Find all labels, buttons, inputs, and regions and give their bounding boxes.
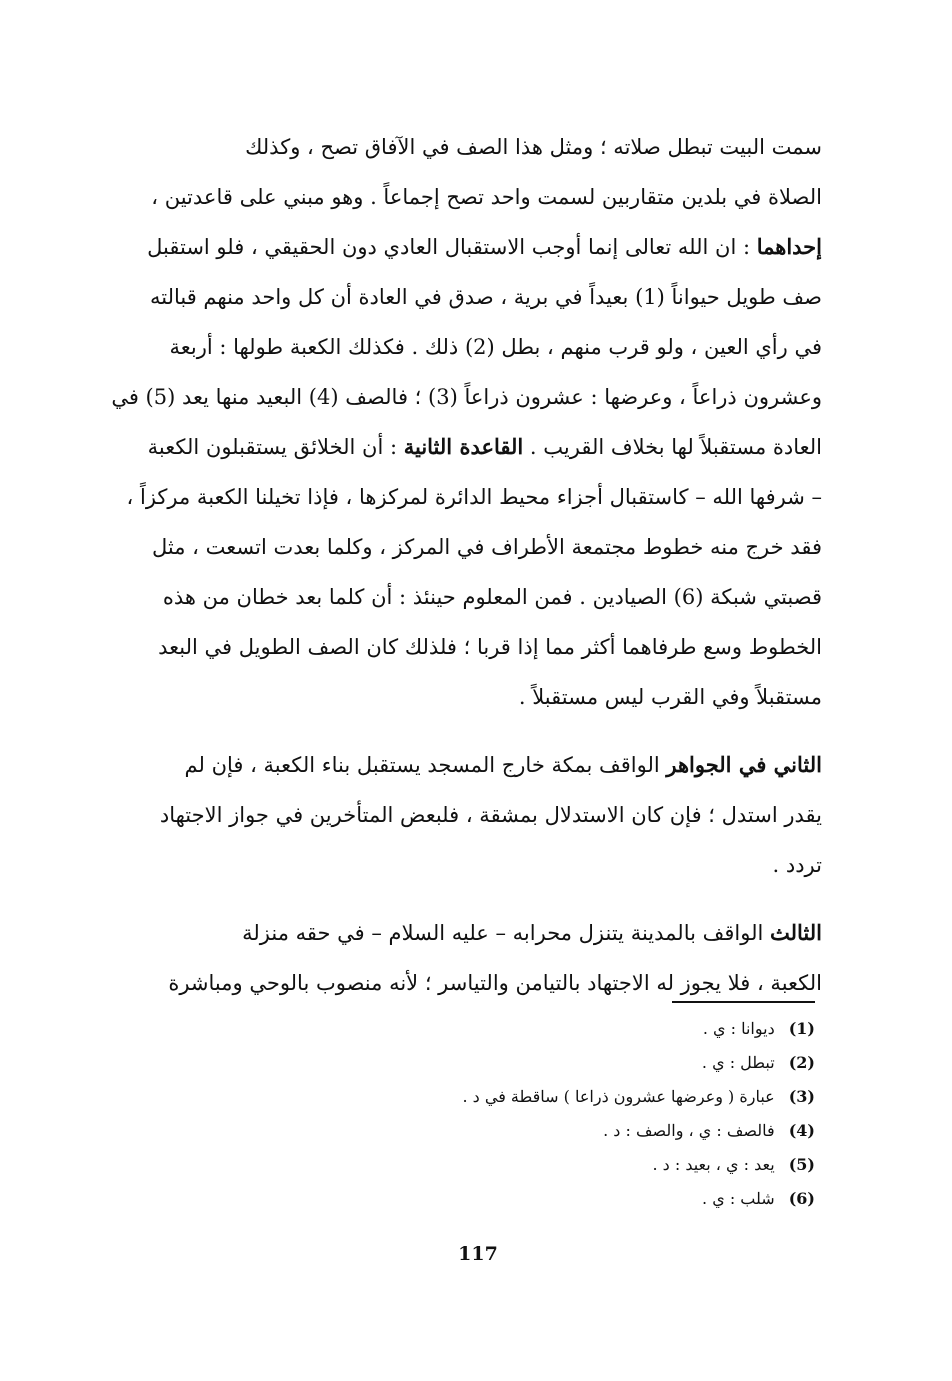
text-line: قصبتي شبكة (6) الصيادين . فمن المعلوم حينئذ : أن كلما بعد خطان من هذه <box>162 585 822 609</box>
footnote <box>360 1148 815 1182</box>
section-heading: الثالث <box>770 920 822 945</box>
footnote <box>360 1080 815 1114</box>
text-line: الثاني في الجواهر الواقف بمكة خارج المسجد يستقبل بناء الكعبة ، فإن لم <box>184 752 822 777</box>
text-line: فقد خرج منه خطوط مجتمعة الأطراف في المركز ، وكلما بعدت اتسعت ، مثل <box>152 535 822 559</box>
text-line: الخطوط وسع طرفاهما أكثر مما إذا قربا ؛ فلذلك كان الصف الطويل في البعد <box>158 635 822 659</box>
footnote-text: فالصف : ي ، والصف : د . <box>603 1121 775 1140</box>
text-line: الكعبة ، فلا يجوز له الاجتهاد بالتيامن والتياسر ؛ لأنه منصوب بالوحي ومباشرة <box>168 971 822 995</box>
paragraph <box>150 908 822 1008</box>
footnote-text: شلب : ي . <box>702 1189 775 1208</box>
footnote-number: (1) <box>788 1019 815 1038</box>
text-line: في رأي العين ، ولو قرب منهم ، بطل (2) ذلك . فكذلك الكعبة طولها : أربعة <box>169 335 822 359</box>
footnote-number: (6) <box>788 1189 815 1208</box>
text-line: تردد . <box>772 853 822 877</box>
text-line: الصلاة في بلدين متقاربين لسمت واحد تصح إجماعاً . وهو مبني على قاعدتين ، <box>151 185 822 209</box>
footnote <box>360 1046 815 1080</box>
footnote <box>360 1182 815 1216</box>
text-line: إحداهما : ان الله تعالى إنما أوجب الاستقبال العادي دون الحقيقي ، فلو استقبل <box>147 234 822 259</box>
text-line: مستقبلاً وفي القرب ليس مستقبلاً . <box>518 685 822 709</box>
footnote-text: ديوانا : ي . <box>702 1019 775 1038</box>
footnote <box>360 1012 815 1046</box>
footnote-number: (5) <box>788 1155 815 1174</box>
footnote <box>360 1114 815 1148</box>
footnote-number: (2) <box>788 1053 815 1072</box>
footnote-text: عبارة ( وعرضها عشرون ذراعا ) ساقطة في د . <box>462 1087 775 1106</box>
footnote-text: يعد : ي ، بعيد : د . <box>652 1155 775 1174</box>
text-line: صف طويل حيواناً (1) بعيداً في برية ، صدق في العادة أن كل واحد منهم قبالته <box>149 285 822 309</box>
text-line: وعشرون ذراعاً ، وعرضها : عشرون ذراعاً (3) ؛ فالصف (4) البعيد منها يعد (5) في <box>111 385 822 409</box>
text-line: سمت البيت تبطل صلاته ؛ ومثل هذا الصف في الآفاق تصح ، وكذلك <box>245 135 822 159</box>
footnote-number: (4) <box>788 1121 815 1140</box>
text-line: الثالث الواقف بالمدينة يتنزل محرابه – عليه السلام – في حقه منزلة <box>242 920 822 945</box>
text-line: يقدر استدل ؛ فإن كان الاستدلال بمشقة ، فلبعض المتأخرين في جواز الاجتهاد <box>159 803 822 827</box>
footnotes <box>360 1012 815 1216</box>
page-number: 117 <box>458 1243 498 1265</box>
rule-heading: إحداهما <box>756 234 822 259</box>
main-text <box>111 122 822 1008</box>
text-line: – شرفها الله – كاستقبال أجزاء محيط الدائرة لمركزها ، فإذا تخيلنا الكعبة مركزاً ، <box>126 485 822 509</box>
footnote-divider <box>672 1001 815 1003</box>
footnote-number: (3) <box>788 1087 815 1106</box>
footnote-text: تبطل : ي . <box>701 1053 775 1072</box>
paragraph <box>111 122 822 722</box>
paragraph <box>150 740 822 890</box>
section-heading: الثاني في الجواهر <box>666 752 822 777</box>
rule-heading: القاعدة الثانية <box>403 434 524 459</box>
text-line: العادة مستقبلاً لها بخلاف القريب . القاعدة الثانية : أن الخلائق يستقبلون الكعبة <box>147 434 822 459</box>
